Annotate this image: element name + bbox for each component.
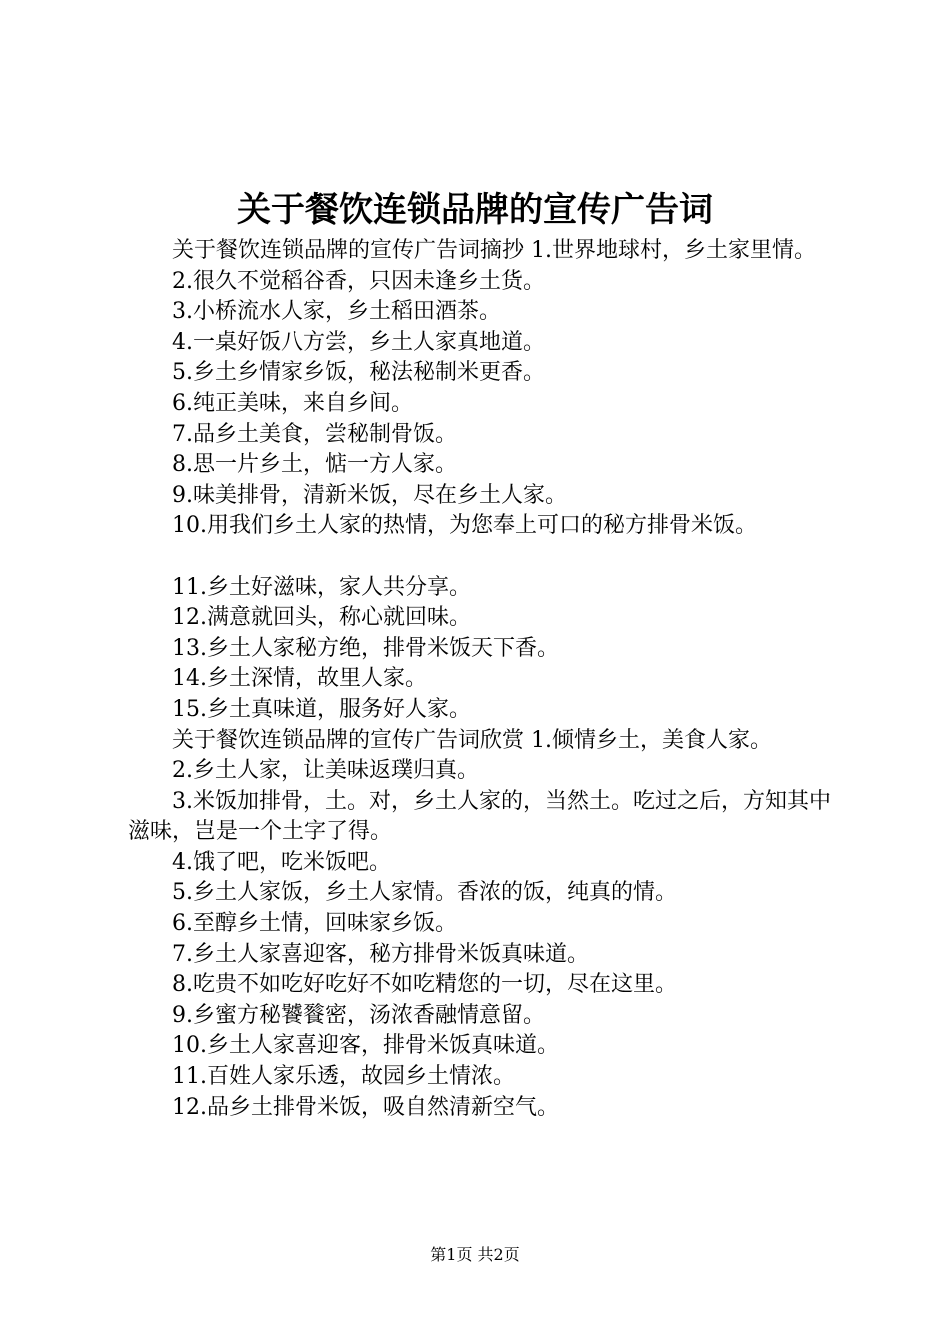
list-item: 5.乡土乡情家乡饭，秘法秘制米更香。 <box>172 360 545 386</box>
list-item: 2.乡土人家，让美味返璞归真。 <box>172 758 479 784</box>
list-item: 9.味美排骨，清新米饭，尽在乡土人家。 <box>172 482 567 508</box>
list-item: 8.思一片乡土，惦一方人家。 <box>172 452 457 478</box>
list-item: 10.乡土人家喜迎客，排骨米饭真味道。 <box>172 1033 559 1059</box>
list-item: 9.乡蜜方秘饕餮密，汤浓香融情意留。 <box>172 1002 545 1028</box>
paragraph-intro-1: 关于餐饮连锁品牌的宣传广告词摘抄 1.世界地球村，乡土家里情。 <box>172 238 816 263</box>
list-item: 10.用我们乡土人家的热情，为您奉上可口的秘方排骨米饭。 <box>172 513 757 539</box>
paragraph-intro-2: 关于餐饮连锁品牌的宣传广告词欣赏 1.倾情乡土，美食人家。 <box>172 727 772 753</box>
list-item: 7.乡土人家喜迎客，秘方排骨米饭真味道。 <box>172 941 589 967</box>
list-item: 3.米饭加排骨，土。对，乡土人家的，当然土。吃过之后，方知其中滋味，岂是一个土字了得。 <box>128 788 831 845</box>
list-item: 3.小桥流水人家，乡土稻田酒茶。 <box>172 299 501 325</box>
document-body <box>128 236 840 1123</box>
list-item: 15.乡土真味道，服务好人家。 <box>172 696 471 722</box>
list-item: 13.乡土人家秘方绝，排骨米饭天下香。 <box>172 635 559 661</box>
list-item: 12.满意就回头，称心就回味。 <box>172 605 471 631</box>
blank-line <box>128 542 840 573</box>
list-item: 11.乡土好滋味，家人共分享。 <box>172 574 471 600</box>
document-title: 关于餐饮连锁品牌的宣传广告词 <box>237 190 713 230</box>
list-item: 6.纯正美味，来自乡间。 <box>172 390 413 416</box>
list-item: 12.品乡土排骨米饭，吸自然清新空气。 <box>172 1094 559 1120</box>
list-item: 2.很久不觉稻谷香，只因未逢乡土货。 <box>172 268 545 294</box>
list-item: 7.品乡土美食，尝秘制骨饭。 <box>172 421 457 447</box>
page-footer: 第1页 共2页 <box>430 1245 520 1264</box>
list-item: 6.至醇乡土情，回味家乡饭。 <box>172 911 457 937</box>
list-item: 8.吃贵不如吃好吃好不如吃精您的一切，尽在这里。 <box>172 972 677 998</box>
list-item: 11.百姓人家乐透，故园乡土情浓。 <box>172 1064 515 1090</box>
list-item: 14.乡土深情，故里人家。 <box>172 666 427 692</box>
list-item: 4.饿了吧，吃米饭吧。 <box>172 849 391 875</box>
list-item: 5.乡土人家饭，乡土人家情。香浓的饭，纯真的情。 <box>172 880 677 906</box>
list-item: 4.一桌好饭八方尝，乡土人家真地道。 <box>172 329 545 355</box>
